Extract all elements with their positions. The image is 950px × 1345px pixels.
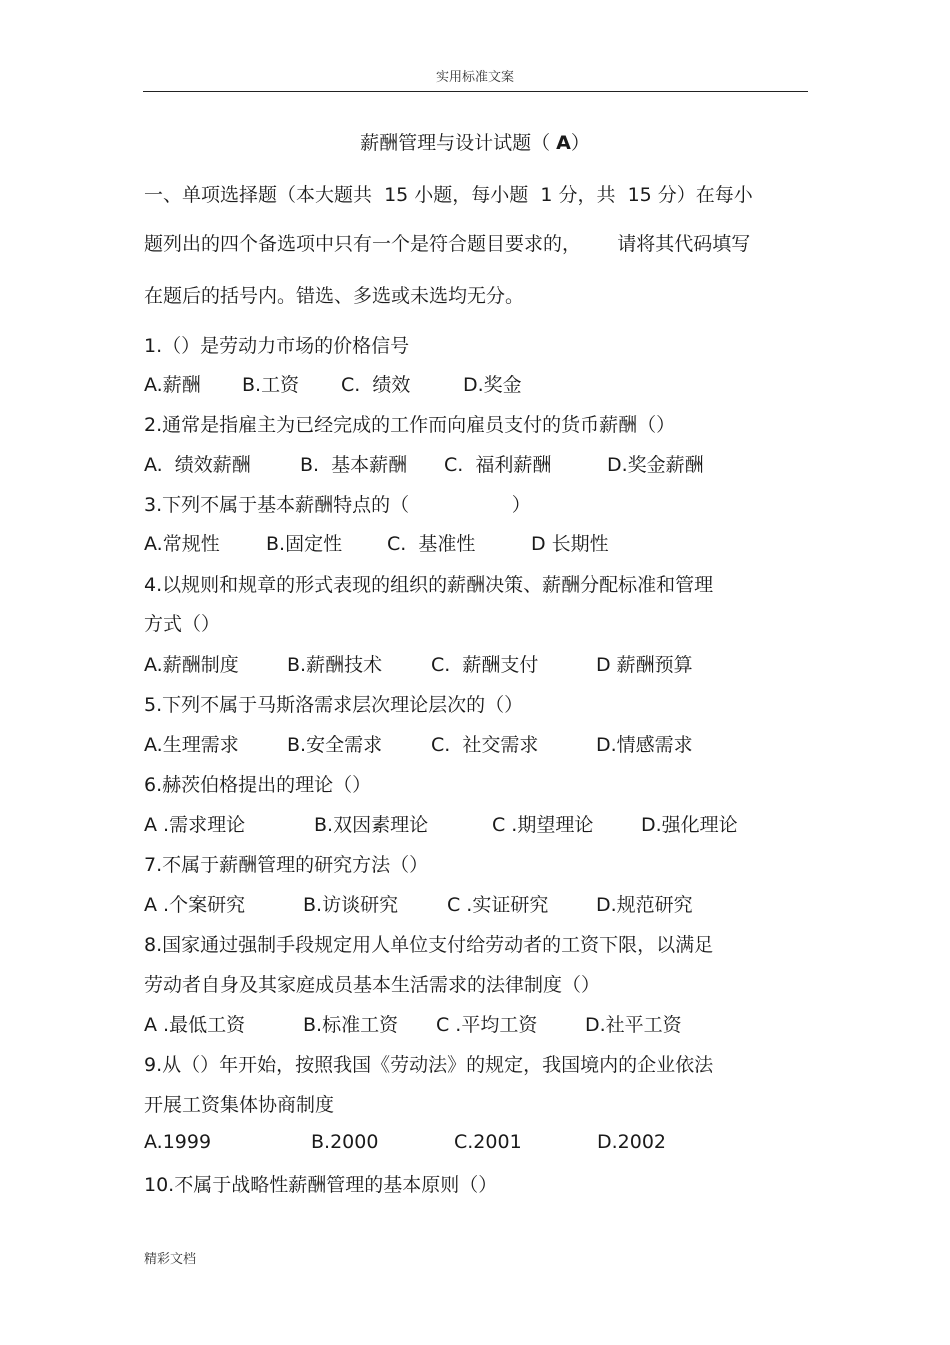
option-d: D.2002: [597, 1131, 667, 1153]
option-b: B.2000: [311, 1131, 379, 1153]
option-d: D.规范研究: [596, 894, 693, 916]
page-header-text: 实用标准文案: [435, 70, 514, 85]
question-1-text: 1.（）是劳动力市场的价格信号: [144, 335, 410, 357]
section-instruction-line-3: 在题后的括号内。错选、多选或未选均无分。: [144, 285, 525, 307]
option-b: B.薪酬技术: [287, 654, 383, 676]
question-6-text: 6.赫茨伯格提出的理论（）: [144, 774, 372, 796]
question-1-options: [144, 370, 804, 394]
question-4-options: [144, 650, 804, 674]
option-d: D.强化理论: [641, 814, 738, 836]
option-c: C .实证研究: [447, 894, 549, 916]
question-2-text: 2.通常是指雇主为已经完成的工作而向雇员支付的货币薪酬（）: [144, 414, 676, 436]
question-5-options: [144, 730, 804, 754]
option-b: B.双因素理论: [314, 814, 429, 836]
option-d: D.社平工资: [585, 1014, 682, 1036]
question-8-text-line-1: 8.国家通过强制手段规定用人单位支付给劳动者的工资下限，以满足: [144, 934, 714, 956]
option-c: C. 社交需求: [431, 734, 539, 756]
question-6-options: [144, 810, 804, 834]
question-4-text-line-1: 4.以规则和规章的形式表现的组织的薪酬决策、薪酬分配标准和管理: [144, 574, 714, 596]
option-c: C.2001: [454, 1131, 522, 1153]
option-d: D 薪酬预算: [596, 654, 693, 676]
question-9-text-line-1: 9.从（）年开始，按照我国《劳动法》的规定，我国境内的企业依法: [144, 1054, 714, 1076]
question-2-options: [144, 450, 804, 474]
page-footer-text: 精彩文档: [144, 1252, 197, 1267]
question-7-options: [144, 890, 804, 914]
title-close: ）: [570, 132, 590, 154]
question-8-options: [144, 1010, 804, 1034]
option-a: A.1999: [144, 1131, 212, 1153]
option-a: A.薪酬: [144, 374, 201, 396]
question-3-options: [144, 529, 804, 553]
question-9-text-line-2: 开展工资集体协商制度: [144, 1094, 335, 1116]
option-a: A .需求理论: [144, 814, 246, 836]
option-b: B.工资: [242, 374, 300, 396]
question-4-text-line-2: 方式（）: [144, 613, 221, 635]
option-c: C .期望理论: [492, 814, 594, 836]
option-b: B.固定性: [266, 533, 343, 555]
option-a: A .最低工资: [144, 1014, 246, 1036]
section-instruction-line-2: 题列出的四个备选项中只有一个是符合题目要求的， 请将其代码填写: [144, 233, 751, 255]
option-c: C. 福利薪酬: [444, 454, 552, 476]
question-3-text: 3.下列不属于基本薪酬特点的（ ）: [144, 494, 531, 516]
option-b: B. 基本薪酬: [300, 454, 408, 476]
option-c: C .平均工资: [436, 1014, 538, 1036]
option-c: C. 薪酬支付: [431, 654, 539, 676]
option-d: D.奖金薪酬: [607, 454, 704, 476]
option-a: A.生理需求: [144, 734, 239, 756]
title-letter: A: [556, 132, 571, 154]
option-a: A. 绩效薪酬: [144, 454, 251, 476]
page-title: [0, 128, 950, 155]
option-b: B.标准工资: [303, 1014, 399, 1036]
option-d: D.情感需求: [596, 734, 693, 756]
option-d: D 长期性: [531, 533, 609, 555]
option-a: A.薪酬制度: [144, 654, 239, 676]
title-main: 薪酬管理与设计试题（: [360, 132, 551, 154]
section-instruction-line-1: 一、单项选择题（本大题共 15 小题，每小题 1 分，共 15 分）在每小: [144, 184, 753, 206]
header-divider: [143, 91, 808, 92]
question-10-text: 10.不属于战略性薪酬管理的基本原则（）: [144, 1174, 498, 1196]
option-a: A .个案研究: [144, 894, 246, 916]
option-d: D.奖金: [463, 374, 522, 396]
question-5-text: 5.下列不属于马斯洛需求层次理论层次的（）: [144, 694, 524, 716]
option-b: B.访谈研究: [303, 894, 399, 916]
option-c: C. 绩效: [341, 374, 411, 396]
option-a: A.常规性: [144, 533, 220, 555]
question-8-text-line-2: 劳动者自身及其家庭成员基本生活需求的法律制度（）: [144, 974, 601, 996]
option-b: B.安全需求: [287, 734, 383, 756]
question-7-text: 7.不属于薪酬管理的研究方法（）: [144, 854, 429, 876]
question-9-options: [144, 1131, 804, 1155]
option-c: C. 基准性: [387, 533, 476, 555]
